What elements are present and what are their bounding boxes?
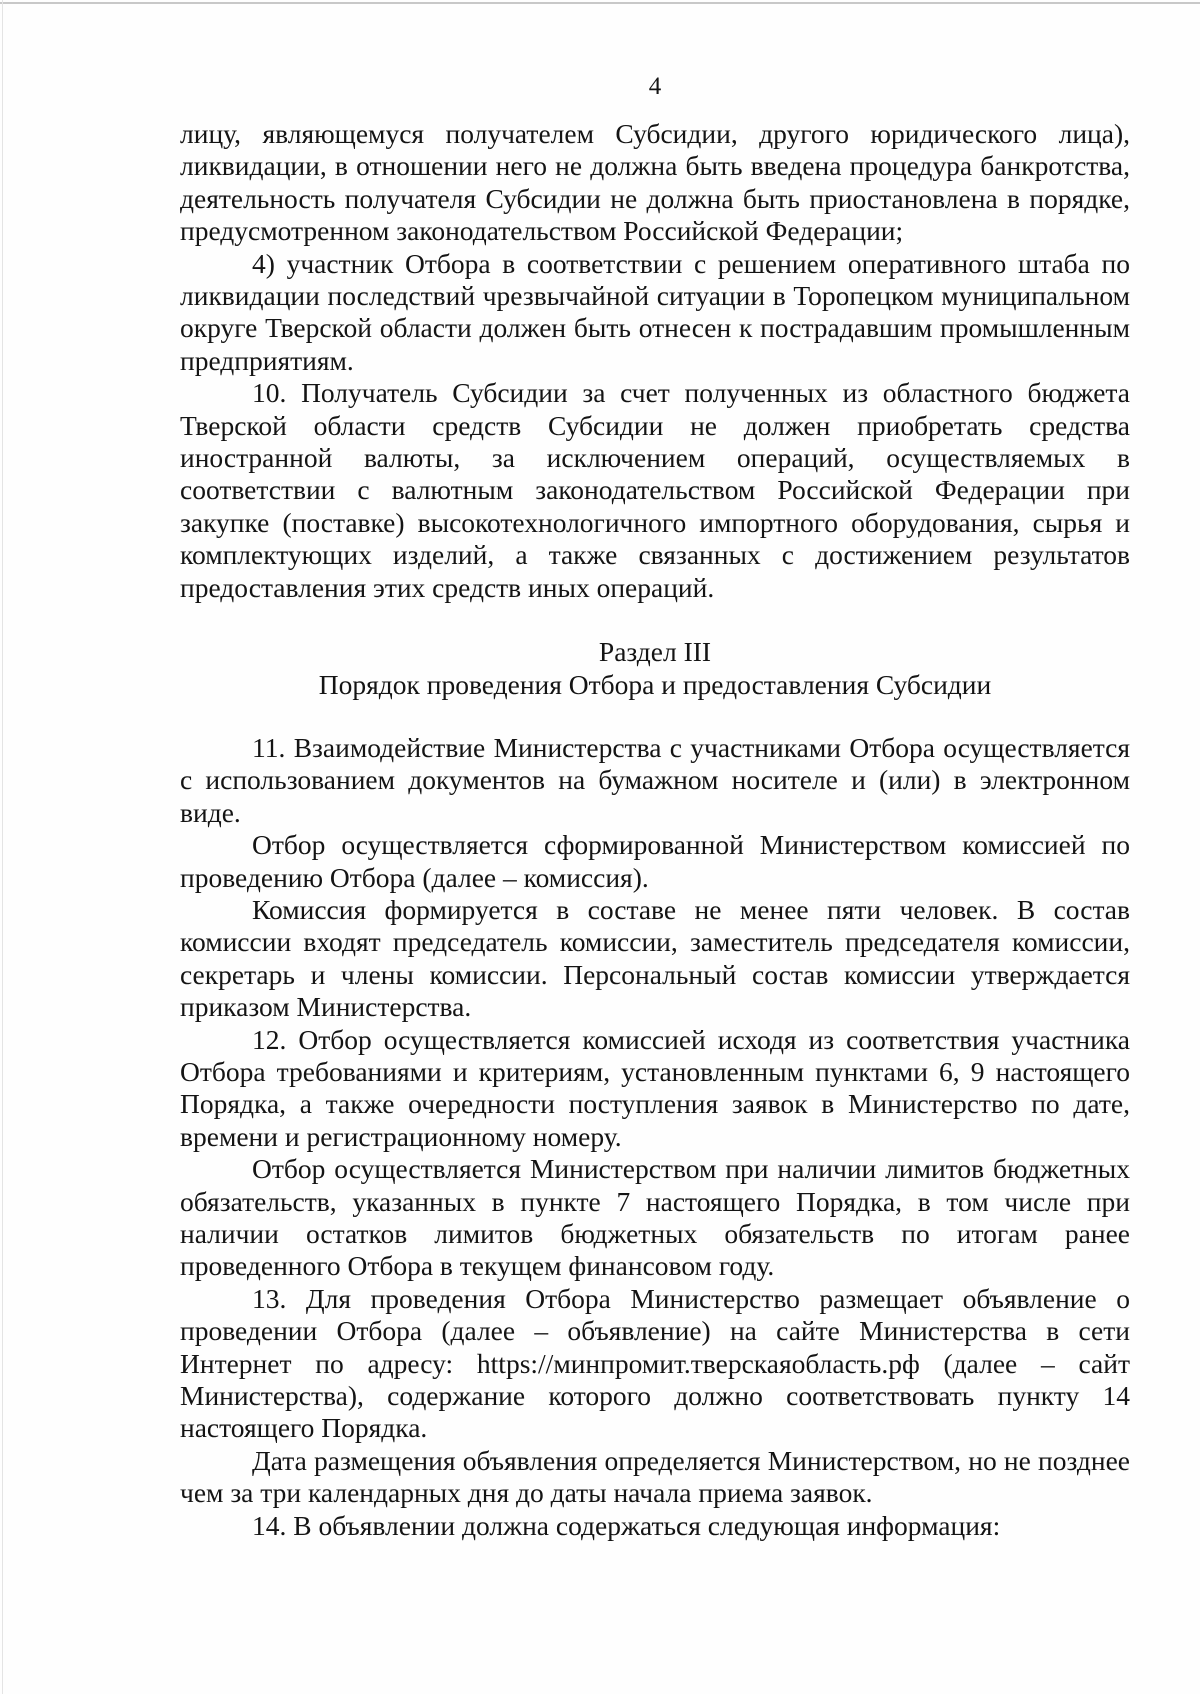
paragraph-14: 14. В объявлении должна содержаться следующая информация:: [252, 1509, 1001, 1541]
document-body: [180, 118, 1130, 1542]
paragraph-11-commission: Отбор осуществляется сформированной Министерством комиссией по проведению Отбора (далее – комиссия).: [180, 829, 1130, 893]
section-title: Порядок проведения Отбора и предоставления Субсидии: [318, 668, 992, 700]
paragraph-13-date: Дата размещения объявления определяется Министерством, но не позднее чем за три календарных дня до даты начала приема заявок.: [180, 1444, 1130, 1509]
page-number: 4: [648, 73, 662, 100]
paragraph-13: 13. Для проведения Отбора Министерство размещает объявление о проведении Отбора (далее – объявление) на сайте Министерства в сети Интернет по адресу: https://минпромит.тверскаяобласть.рф (далее – сайт Министерства), содержание которого должно соответствовать пункту 14 настоящего Порядка.: [180, 1282, 1130, 1444]
paragraph-10: 10. Получатель Субсидии за счет полученных из областного бюджета Тверской области средств Субсидии не должен приобретать средства иностранной валюты, за исключением операций, осуществляемых в соответствии с валютным законодательством Российской Федерации при закупке (поставке) высокотехнологичного импортного оборудования, сырья и комплектующих изделий, а также связанных с достижением результатов предоставления этих средств иных операций.: [180, 377, 1130, 603]
section-label: Раздел III: [598, 636, 712, 668]
paragraph-12: 12. Отбор осуществляется комиссией исходя из соответствия участника Отбора требованиями и критериям, установленным пунктами 6, 9 настоящего Порядка, а также очередности поступления заявок в Министерство по дате, времени и регистрационному номеру.: [180, 1023, 1130, 1152]
paragraph-11-composition: Комиссия формируется в составе не менее пяти человек. В состав комиссии входят председатель комиссии, заместитель председателя комиссии, секретарь и члены комиссии. Персональный состав комиссии утверждается приказом Министерства.: [180, 893, 1130, 1023]
scan-left-edge: [2, 0, 3, 1694]
paragraph-continuation: лицу, являющемуся получателем Субсидии, другого юридического лица), ликвидации, в отношении него не должна быть введена процедура банкротства, деятельность получателя Субсидии не должна быть приостановлена в порядке, предусмотренном законодательством Российской Федерации;: [180, 118, 1130, 247]
paragraph-12-limits: Отбор осуществляется Министерством при наличии лимитов бюджетных обязательств, указанных в пункте 7 настоящего Порядка, в том числе при наличии остатков лимитов бюджетных обязательств по итогам ранее проведенного Отбора в текущем финансовом году.: [180, 1153, 1130, 1282]
paragraph-11: 11. Взаимодействие Министерства с участниками Отбора осуществляется с использованием документов на бумажном носителе и (или) в электронном виде.: [180, 731, 1130, 828]
paragraph-item-4: 4) участник Отбора в соответствии с решением оперативного штаба по ликвидации последствий чрезвычайной ситуации в Торопецком муниципальном округе Тверской области должен быть отнесен к пострадавшим промышленным предприятиям.: [180, 247, 1130, 376]
scan-top-edge: [0, 2, 1200, 4]
